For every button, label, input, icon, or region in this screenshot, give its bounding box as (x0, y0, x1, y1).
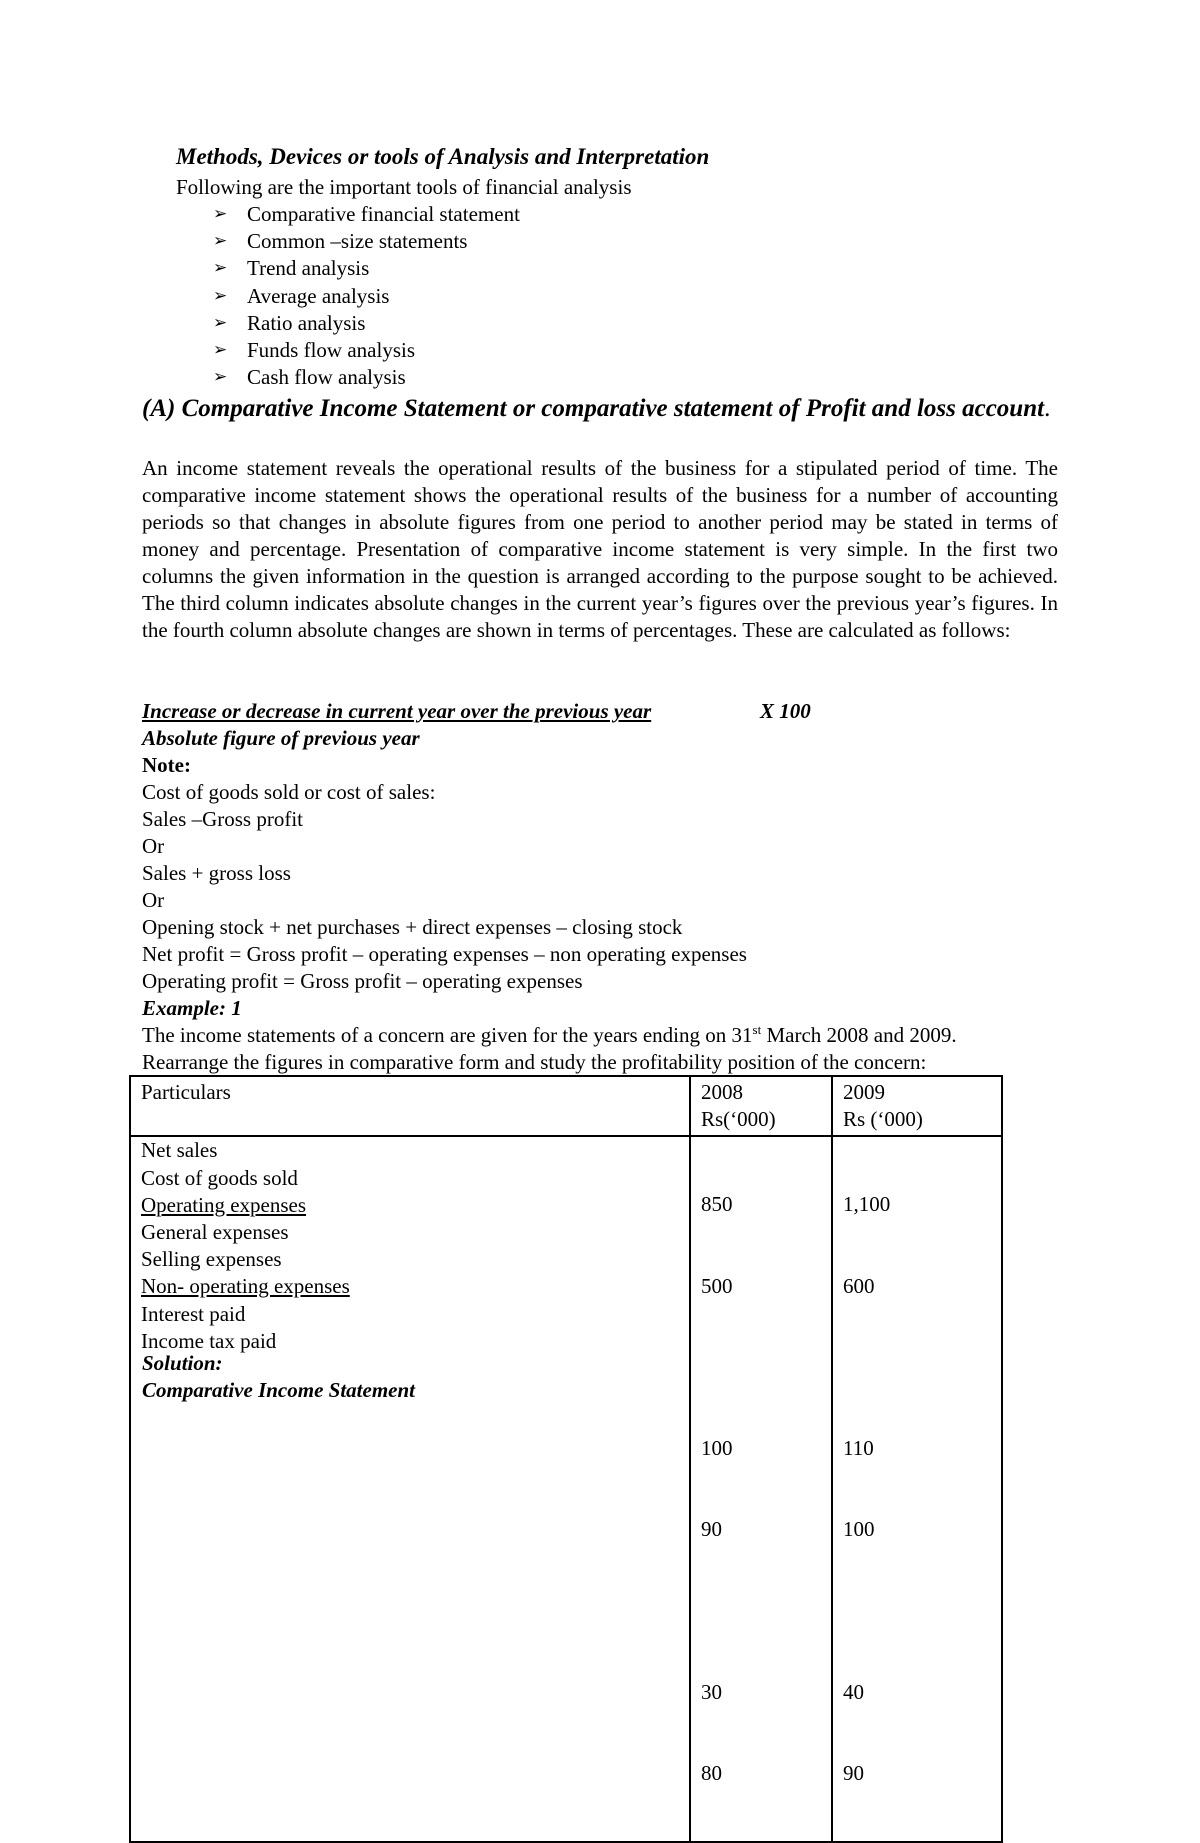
table-cell: 100 (843, 1517, 875, 1542)
formula-multiplier: X 100 (760, 699, 811, 723)
table-cell: 500 (701, 1273, 733, 1298)
arrow-bullet-icon: ➢ (213, 340, 228, 361)
table-cell: General expenses (141, 1219, 289, 1244)
table-cell (701, 1354, 821, 1381)
list-item: ➢ Common –size statements (213, 229, 468, 254)
list-item: ➢ Trend analysis (213, 256, 370, 281)
header-particulars: Particulars (130, 1076, 690, 1136)
table-cell: 1,100 (843, 1192, 891, 1217)
particulars-column (130, 1136, 690, 1842)
table-cell: Non- operating expenses (141, 1274, 350, 1299)
note-line: Or (142, 834, 165, 858)
list-item: ➢ Comparative financial statement (213, 202, 520, 227)
section-heading: (A) Comparative Income Statement or comparative statement of Profit and loss account. (142, 395, 1051, 422)
table-cell: 80 (701, 1760, 722, 1785)
table-cell: 90 (701, 1517, 722, 1542)
page-heading: Methods, Devices or tools of Analysis and Interpretation (176, 144, 710, 169)
note-line: Cost of goods sold or cost of sales: (142, 780, 436, 804)
section-paragraph: An income statement reveals the operational results of the business for a stipulated period of time. The comparative income statement shows the operational results of the business for a number of accounting periods so that changes in absolute figures from one period to another period may be stated in terms of money and percentage. Presentation of comparative income statement is very simple. In the first two columns the given information in the question is arranged according to the purpose sought to be achieved. The third column indicates absolute changes in the current year’s figures over the previous year’s figures. In the fourth column absolute changes are shown in terms of percentages. These are calculated as follows: (142, 456, 1058, 642)
table-cell: Operating expenses (141, 1192, 307, 1217)
arrow-bullet-icon: ➢ (213, 312, 228, 333)
percentage-formula (142, 698, 811, 752)
table-cell: Income tax paid (141, 1328, 277, 1353)
table-cell: Net sales (141, 1138, 218, 1163)
table-cell: 90 (843, 1760, 864, 1785)
arrow-bullet-icon: ➢ (213, 285, 228, 306)
table-cell (701, 1597, 821, 1624)
note-line: Operating profit = Gross profit – operating expenses (142, 969, 583, 993)
table-cell: 850 (701, 1192, 733, 1217)
note-block (142, 752, 1058, 1076)
list-item: ➢ Ratio analysis (213, 310, 366, 335)
formula-numerator: Increase or decrease in current year over the previous year (142, 699, 652, 723)
table-cell: 40 (843, 1679, 864, 1704)
table-cell (843, 1354, 991, 1381)
tools-list (213, 201, 520, 391)
note-line: Or (142, 888, 165, 912)
table-cell: 30 (701, 1679, 722, 1704)
table-body-row (130, 1136, 1002, 1842)
table-cell: 110 (843, 1435, 874, 1460)
note-line: Sales + gross loss (142, 861, 291, 885)
intro-text: Following are the important tools of financial analysis (176, 175, 632, 199)
arrow-bullet-icon: ➢ (213, 258, 228, 279)
solution-title: Comparative Income Statement (142, 1378, 415, 1402)
income-statement-table (129, 1075, 1003, 1843)
table-cell: 600 (843, 1273, 875, 1298)
arrow-bullet-icon: ➢ (213, 231, 228, 252)
arrow-bullet-icon: ➢ (213, 204, 228, 225)
note-line: Opening stock + net purchases + direct expenses – closing stock (142, 915, 683, 939)
example-text: The income statements of a concern are given for the years ending on 31st March 2008 and 2009. (142, 1022, 957, 1047)
table-cell: Selling expenses (141, 1247, 282, 1272)
values-2009-column (832, 1136, 1002, 1842)
example-instruction: Rearrange the figures in comparative form and study the profitability position of the concern: (142, 1050, 927, 1074)
arrow-bullet-icon: ➢ (213, 367, 228, 388)
list-item: ➢ Funds flow analysis (213, 338, 415, 363)
header-2009: 2009 Rs (‘000) (832, 1076, 1002, 1136)
table-cell: Interest paid (141, 1301, 246, 1326)
example-label: Example: 1 (142, 996, 242, 1020)
list-item: ➢ Average analysis (213, 283, 390, 308)
note-line: Net profit = Gross profit – operating expenses – non operating expenses (142, 942, 747, 966)
header-2008: 2008 Rs(‘000) (690, 1076, 832, 1136)
solution-block (142, 1350, 415, 1404)
note-line: Sales –Gross profit (142, 807, 303, 831)
table-header-row (130, 1076, 1002, 1136)
list-item: ➢ Cash flow analysis (213, 365, 406, 390)
note-label: Note: (142, 753, 191, 777)
table-cell: 100 (701, 1435, 733, 1460)
solution-label: Solution: (142, 1351, 223, 1375)
formula-denominator: Absolute figure of previous year (142, 726, 420, 750)
table-cell (843, 1597, 991, 1624)
values-2008-column (690, 1136, 832, 1842)
table-cell: Cost of goods sold (141, 1165, 298, 1190)
